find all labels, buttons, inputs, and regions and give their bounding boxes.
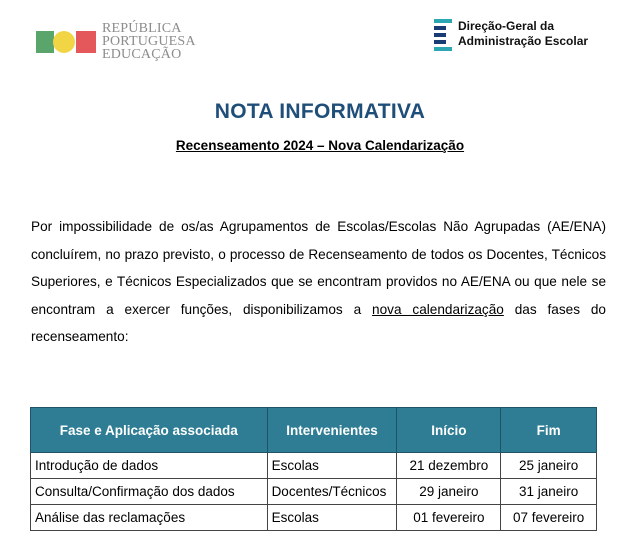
cell-fim: 25 janeiro (501, 453, 597, 479)
logo-line-3: EDUCAÇÃO (102, 47, 182, 62)
intro-text-end: das fases do recenseamento: (31, 301, 606, 344)
republica-logo-shapes-icon (36, 27, 96, 57)
dgae-bars-icon (434, 19, 452, 51)
dgae-logo (434, 19, 588, 51)
cell-fase: Consulta/Confirmação dos dados (31, 479, 268, 505)
republica-portuguesa-logo (36, 22, 196, 61)
header-inicio: Início (397, 408, 501, 453)
cell-inicio: 01 fevereiro (397, 505, 501, 531)
green-square-icon (36, 31, 54, 53)
cell-fim: 31 janeiro (501, 479, 597, 505)
cell-inicio: 29 janeiro (397, 479, 501, 505)
document-subtitle: Recenseamento 2024 – Nova Calendarização (175, 138, 465, 153)
cell-intervenientes: Escolas (267, 505, 397, 531)
dgae-line-2: Administração Escolar (458, 34, 589, 48)
dgae-line-1: Direção-Geral da (458, 19, 555, 33)
table-row (31, 453, 597, 479)
nova-calendarizacao-link: nova calendarização (372, 301, 504, 317)
cell-fim: 07 fevereiro (501, 505, 597, 531)
header-fim: Fim (501, 408, 597, 453)
table-row (31, 505, 597, 531)
cell-intervenientes: Escolas (267, 453, 397, 479)
cell-inicio: 21 dezembro (397, 453, 501, 479)
cell-fase: Análise das reclamações (31, 505, 268, 531)
phases-table (30, 407, 597, 531)
document-title: NOTA INFORMATIVA (214, 100, 426, 123)
cell-fase: Introdução de dados (31, 453, 268, 479)
logo-line-2: PORTUGUESA (102, 34, 196, 49)
table-row (31, 479, 597, 505)
republica-logo-text (102, 22, 196, 61)
intro-text-start: Por impossibilidade de os/as Agrupamentos de Escolas/Escolas Não Agrupadas (AE/ENA) concluírem, no prazo previsto, o processo de Recenseamento de todos os Docentes, Técnicos Superiores, e Técnicos Especializados que se encontram providos no AE/ENA ou que nele se encontram a exercer funções, disponibilizamos a (31, 219, 606, 317)
intro-paragraph (31, 213, 606, 351)
yellow-circle-icon (53, 31, 75, 53)
logo-line-1: REPÚBLICA (102, 21, 182, 36)
table-header-row (31, 408, 597, 453)
header-fase: Fase e Aplicação associada (31, 408, 268, 453)
red-square-icon (76, 31, 96, 53)
header-intervenientes: Intervenientes (267, 408, 397, 453)
cell-intervenientes: Docentes/Técnicos (267, 479, 397, 505)
dgae-logo-text (458, 19, 588, 49)
